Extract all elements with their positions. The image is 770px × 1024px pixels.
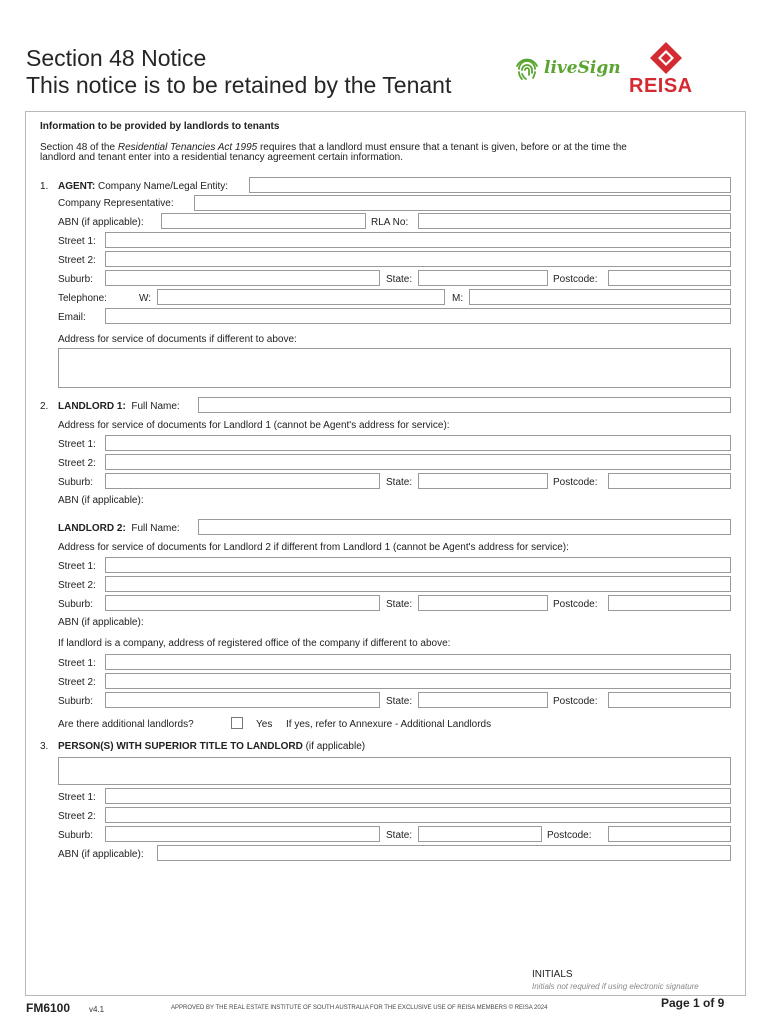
agent-street2-label: Street 2: bbox=[58, 255, 96, 266]
section-number-2: 2. bbox=[40, 401, 49, 412]
livesign-logo bbox=[514, 54, 621, 84]
landlord1-street2-label: Street 2: bbox=[58, 458, 96, 469]
additional-landlords-yes-label: Yes bbox=[256, 719, 273, 730]
landlord1-service-label: Address for service of documents for Landlord 1 (cannot be Agent's address for service): bbox=[58, 420, 450, 431]
landlord2-street2-field[interactable] bbox=[105, 576, 731, 592]
agent-mobile-field[interactable] bbox=[469, 289, 731, 305]
landlord1-suburb-label: Suburb: bbox=[58, 477, 94, 488]
form-version: v4.1 bbox=[89, 1005, 105, 1014]
landlord2-street2-label: Street 2: bbox=[58, 580, 96, 591]
superior-title-heading: PERSON(S) WITH SUPERIOR TITLE TO LANDLORD (if applicable) bbox=[58, 741, 366, 752]
landlord1-street1-label: Street 1: bbox=[58, 439, 96, 450]
landlord2-postcode-field[interactable] bbox=[608, 595, 731, 611]
agent-telephone-label: Telephone: bbox=[58, 293, 107, 304]
agent-email-field[interactable] bbox=[105, 308, 731, 324]
agent-postcode-field[interactable] bbox=[608, 270, 731, 286]
agent-w-label: W: bbox=[139, 293, 152, 304]
landlord1-postcode-label: Postcode: bbox=[553, 477, 598, 488]
superior-street2-field[interactable] bbox=[105, 807, 731, 823]
landlord2-name-field[interactable] bbox=[198, 519, 731, 535]
agent-street1-field[interactable] bbox=[105, 232, 731, 248]
superior-postcode-label: Postcode: bbox=[547, 830, 592, 841]
agent-abn-label: ABN (if applicable): bbox=[58, 217, 144, 228]
company-state-field[interactable] bbox=[418, 692, 548, 708]
superior-title-name-field[interactable] bbox=[58, 757, 731, 785]
landlord1-state-field[interactable] bbox=[418, 473, 548, 489]
intro-text-line2: landlord and tenant enter into a residential tenancy agreement certain information. bbox=[40, 152, 404, 163]
superior-postcode-field[interactable] bbox=[608, 826, 731, 842]
intro-text-line1: Section 48 of the Residential Tenancies Act 1995 requires that a landlord must ensure that a tenant is given, before or at the time the bbox=[40, 142, 627, 153]
landlord1-suburb-field[interactable] bbox=[105, 473, 380, 489]
landlord2-street1-label: Street 1: bbox=[58, 561, 96, 572]
company-postcode-label: Postcode: bbox=[553, 696, 598, 707]
company-street2-label: Street 2: bbox=[58, 677, 96, 688]
agent-company-field[interactable] bbox=[249, 177, 731, 193]
agent-suburb-label: Suburb: bbox=[58, 274, 94, 285]
landlord1-postcode-field[interactable] bbox=[608, 473, 731, 489]
landlord1-name-field[interactable] bbox=[198, 397, 731, 413]
agent-rla-label: RLA No: bbox=[371, 217, 409, 228]
landlord2-street1-field[interactable] bbox=[105, 557, 731, 573]
approval-note: APPROVED BY THE REAL ESTATE INSTITUTE OF SOUTH AUSTRALIA FOR THE EXCLUSIVE USE OF REISA MEMBERS © REISA 2024 bbox=[171, 1005, 548, 1011]
reisa-logo bbox=[628, 41, 704, 97]
company-suburb-field[interactable] bbox=[105, 692, 380, 708]
intro-heading: Information to be provided by landlords to tenants bbox=[40, 121, 280, 132]
company-street1-field[interactable] bbox=[105, 654, 731, 670]
reisa-wordmark: REISA bbox=[629, 75, 693, 97]
agent-service-label: Address for service of documents if different to above: bbox=[58, 334, 297, 345]
livesign-wordmark: liveSign bbox=[544, 58, 621, 78]
fingerprint-icon bbox=[514, 56, 540, 82]
agent-rep-field[interactable] bbox=[194, 195, 731, 211]
landlord1-abn-label: ABN (if applicable): bbox=[58, 495, 144, 506]
landlord2-state-label: State: bbox=[386, 599, 413, 610]
landlord2-suburb-field[interactable] bbox=[105, 595, 380, 611]
agent-company-label: AGENT: Company Name/Legal Entity: bbox=[58, 181, 229, 192]
page-number: Page 1 of 9 bbox=[661, 996, 725, 1010]
agent-state-label: State: bbox=[386, 274, 413, 285]
page-title-line2: This notice is to be retained by the Tenant bbox=[26, 72, 452, 98]
agent-suburb-field[interactable] bbox=[105, 270, 380, 286]
page-title-line1: Section 48 Notice bbox=[26, 45, 207, 71]
landlord2-state-field[interactable] bbox=[418, 595, 548, 611]
company-street1-label: Street 1: bbox=[58, 658, 96, 669]
superior-state-label: State: bbox=[386, 830, 413, 841]
landlord1-state-label: State: bbox=[386, 477, 413, 488]
company-state-label: State: bbox=[386, 696, 413, 707]
superior-street1-label: Street 1: bbox=[58, 792, 96, 803]
agent-state-field[interactable] bbox=[418, 270, 548, 286]
agent-rep-label: Company Representative: bbox=[58, 198, 174, 209]
agent-street2-field[interactable] bbox=[105, 251, 731, 267]
company-postcode-field[interactable] bbox=[608, 692, 731, 708]
landlord1-street1-field[interactable] bbox=[105, 435, 731, 451]
company-street2-field[interactable] bbox=[105, 673, 731, 689]
agent-rla-field[interactable] bbox=[418, 213, 731, 229]
superior-abn-label: ABN (if applicable): bbox=[58, 849, 144, 860]
superior-state-field[interactable] bbox=[418, 826, 542, 842]
agent-service-address-field[interactable] bbox=[58, 348, 731, 388]
landlord1-street2-field[interactable] bbox=[105, 454, 731, 470]
agent-postcode-label: Postcode: bbox=[553, 274, 598, 285]
agent-abn-field[interactable] bbox=[161, 213, 366, 229]
agent-work-phone-field[interactable] bbox=[157, 289, 445, 305]
section-number-1: 1. bbox=[40, 181, 49, 192]
agent-street1-label: Street 1: bbox=[58, 236, 96, 247]
superior-street2-label: Street 2: bbox=[58, 811, 96, 822]
superior-abn-field[interactable] bbox=[157, 845, 731, 861]
reisa-diamond-icon bbox=[646, 41, 686, 77]
section-number-3: 3. bbox=[40, 741, 49, 752]
superior-street1-field[interactable] bbox=[105, 788, 731, 804]
annexure-note: If yes, refer to Annexure - Additional Landlords bbox=[286, 719, 492, 730]
superior-suburb-label: Suburb: bbox=[58, 830, 94, 841]
form-code: FM6100 bbox=[26, 1001, 71, 1015]
landlord2-suburb-label: Suburb: bbox=[58, 599, 94, 610]
agent-m-label: M: bbox=[452, 293, 464, 304]
initials-label: INITIALS bbox=[532, 969, 573, 980]
landlord1-name-label: LANDLORD 1: Full Name: bbox=[58, 401, 180, 412]
landlord2-abn-label: ABN (if applicable): bbox=[58, 617, 144, 628]
landlord-company-label: If landlord is a company, address of registered office of the company if different to above: bbox=[58, 638, 451, 649]
additional-landlords-checkbox[interactable] bbox=[231, 717, 243, 729]
superior-suburb-field[interactable] bbox=[105, 826, 380, 842]
additional-landlords-question: Are there additional landlords? bbox=[58, 719, 194, 730]
agent-email-label: Email: bbox=[58, 312, 86, 323]
company-suburb-label: Suburb: bbox=[58, 696, 94, 707]
landlord2-postcode-label: Postcode: bbox=[553, 599, 598, 610]
landlord2-name-label: LANDLORD 2: Full Name: bbox=[58, 523, 180, 534]
initials-note: Initials not required if using electronic signature bbox=[532, 982, 699, 991]
landlord2-service-label: Address for service of documents for Landlord 2 if different from Landlord 1 (cannot be Agent's address for service): bbox=[58, 542, 569, 553]
